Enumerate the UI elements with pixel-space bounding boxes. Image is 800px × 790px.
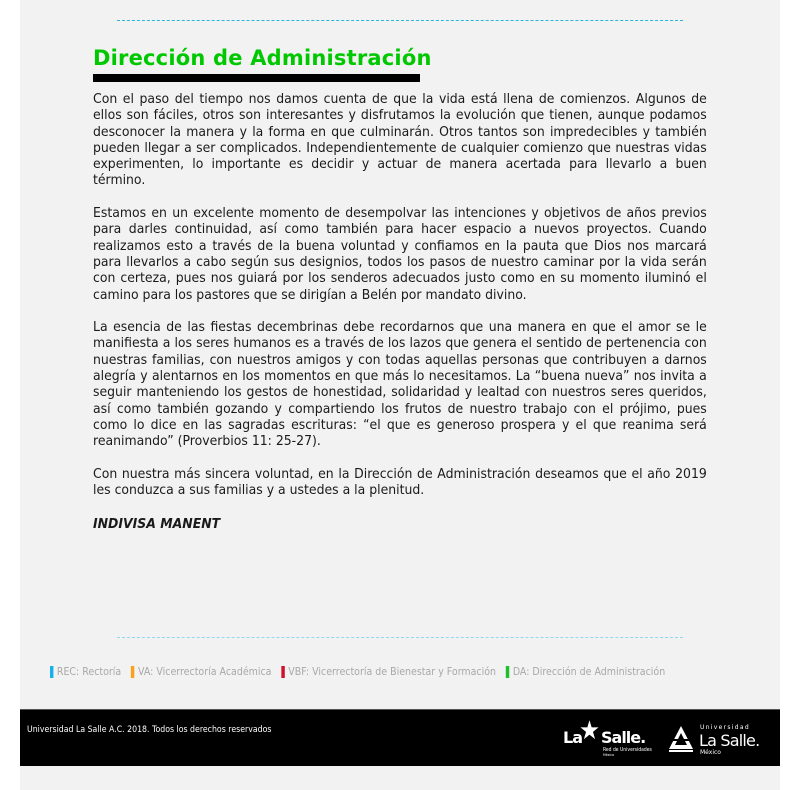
footer [20,709,780,766]
logo-mexico-text: México [700,749,721,756]
paragraph-2: Estamos en un excelente momento de desempolvar las intenciones y objetivos de años previos para darles continuidad, así como también para hacer espacio a nuevos proyectos. Cuando realizamos esto a través de la buena voluntad y confiamos en la pauta que Dios nos marcará para llevarlos a cabo según sus designios, todos los pasos de nuestro caminar por la vida serán con certeza, pues nos guiará por los senderos adecuados justo como en su momento iluminó el camino para los pastores que se dirigían a Belén por mandato divino. [93,206,707,303]
star-icon: ★ [579,716,600,746]
legend-item-vbf [281,665,496,678]
paragraph-3: La esencia de las fiestas decembrinas debe recordarnos que una manera en que el amor se le manifiesta a los seres humanos es a través de los lazos que genera el sentido de pertenencia con nuestras familias, con nuestros amigos y con todas aquellas personas que contribuyen a darnos alegría y alentarnos en los momentos en que más lo necesitamos. La “buena nueva” nos invita a seguir manteniendo los gestos de honestidad, solidaridad y lealtad con nuestros seres queridos, así como también gozando y compartiendo los frutos de nuestro trabajo con el prójimo, pues como lo dice en las sagradas escrituras: “el que es generoso prospera y el que reanima será reanimando” (Proverbios 11: 25-27). [93,320,707,450]
article-body [93,92,707,550]
legend-swatch-icon [131,666,134,678]
legend-label: VA: Vicerrectoría Académica [137,665,272,678]
logo-universidad-text: Universidad [700,724,750,731]
legend-swatch-icon [50,666,53,678]
paragraph-1: Con el paso del tiempo nos damos cuenta de que la vida está llena de comienzos. Algunos de ellos son fáciles, otros son interesantes y disfrutamos la evolución que tienen, aunque podamos desconocer la manera y la forma en que culminarán. Otros tantos son impredecibles y también pueden llegar a ser complicados. Independientemente de cualquier comienzo que nuestras vidas experimenten, lo importante es decidir y actuar de manera acertada para llevarlo a buen término. [93,92,707,189]
top-divider [117,20,683,21]
page-title: Dirección de Administración [93,46,432,70]
legend-item-va [131,665,271,678]
universidad-la-salle-logo[interactable] [668,720,778,760]
legend-item-rec [50,665,121,678]
copyright-text: Universidad La Salle A.C. 2018. Todos los derechos reservados [27,725,272,735]
logo-salle-text: Salle. [601,728,646,747]
legend-item-da [506,665,665,678]
logo-country: México [603,753,614,757]
paragraph-4: Con nuestra más sincera voluntad, en la Dirección de Administración deseamos que el año 2019 les conduzca a sus familias y a ustedes a la plenitud. [93,466,707,499]
logo-la-salle-text: La Salle. [699,731,760,750]
bottom-divider [117,637,683,638]
legend-swatch-icon [281,666,284,678]
legend-swatch-icon [506,666,509,678]
logo-subtitle: Red de Universidades [603,747,652,753]
legend-label: REC: Rectoría [56,665,122,678]
title-underline-bar [93,74,420,82]
signoff-motto: INDIVISA MANENT [93,517,221,533]
legend-label: VBF: Vicerrectoría de Bienestar y Formación [288,665,497,678]
la-salle-emblem-icon [668,725,694,753]
legend-label: DA: Dirección de Administración [512,665,666,678]
department-legend [50,665,672,681]
la-salle-red-logo[interactable] [563,716,663,760]
logo-la-text: La [563,728,582,747]
